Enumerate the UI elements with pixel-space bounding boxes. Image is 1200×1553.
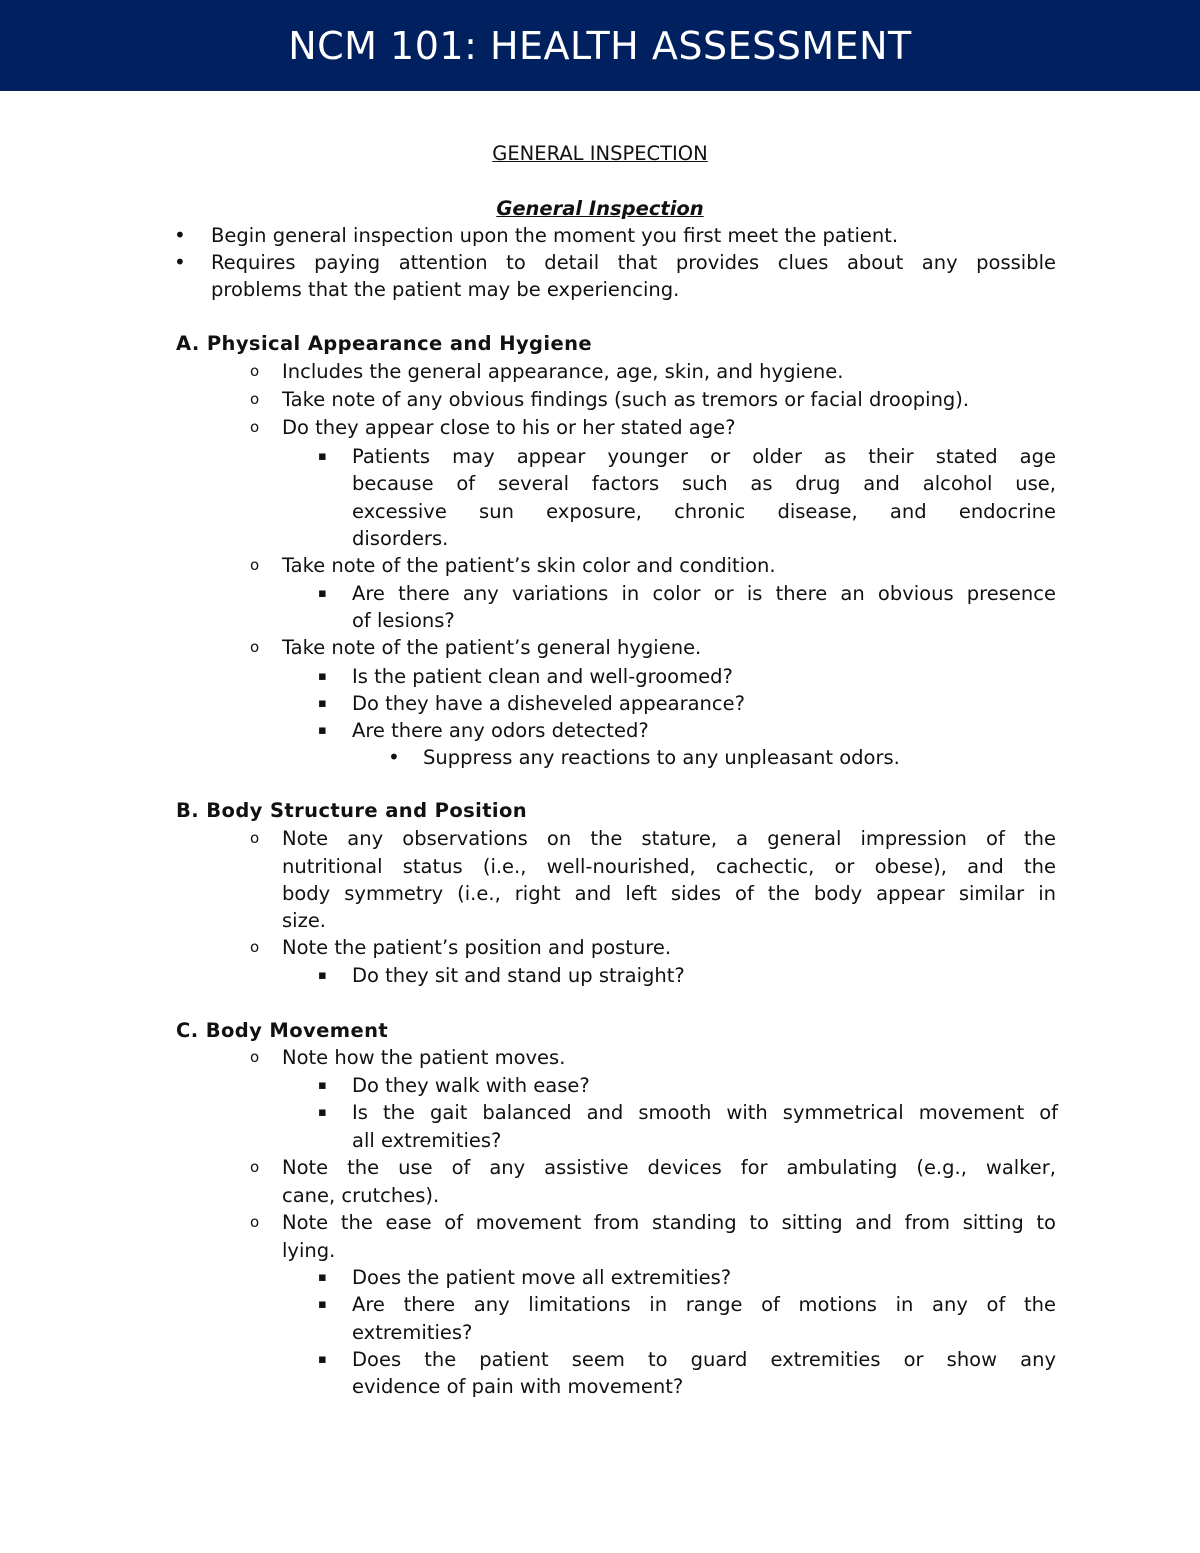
section-a-subitem: Are there any odors detected? bbox=[352, 719, 649, 742]
circle-marker: o bbox=[250, 1048, 260, 1066]
section-c-subitem: Are there any limitations in range of motions in any of the bbox=[352, 1293, 1056, 1316]
section-a-subitem-cont: disorders. bbox=[352, 527, 449, 550]
page-title: GENERAL INSPECTION bbox=[492, 142, 708, 165]
square-marker: ▪ bbox=[318, 1352, 327, 1367]
section-c-item: Note how the patient moves. bbox=[282, 1046, 566, 1069]
section-a-subitem: Do they have a disheveled appearance? bbox=[352, 692, 745, 715]
bullet-marker: • bbox=[174, 250, 186, 274]
section-b-heading: B. Body Structure and Position bbox=[176, 799, 528, 822]
section-c-item: Note the use of any assistive devices for ambulating (e.g., walker, bbox=[282, 1156, 1056, 1179]
section-c-item: Note the ease of movement from standing to sitting and from sitting to bbox=[282, 1211, 1056, 1234]
section-c-item-cont: lying. bbox=[282, 1239, 336, 1262]
section-a-heading: A. Physical Appearance and Hygiene bbox=[176, 332, 593, 355]
square-marker: ▪ bbox=[318, 1297, 327, 1312]
section-b-item-cont: body symmetry (i.e., right and left sides of the body appear similar in bbox=[282, 882, 1056, 905]
section-c-subitem-cont: evidence of pain with movement? bbox=[352, 1375, 684, 1398]
intro-heading: General Inspection bbox=[496, 197, 704, 220]
circle-marker: o bbox=[250, 938, 260, 956]
section-c-subitem: Does the patient seem to guard extremities or show any bbox=[352, 1348, 1056, 1371]
section-c-subitem-cont: extremities? bbox=[352, 1321, 473, 1344]
square-marker: ▪ bbox=[318, 449, 327, 464]
section-a-item: Take note of any obvious findings (such as tremors or facial drooping). bbox=[282, 388, 970, 411]
section-b-item: Note the patient’s position and posture. bbox=[282, 936, 672, 959]
section-a-subitem: Is the patient clean and well-groomed? bbox=[352, 665, 733, 688]
section-a-item: Take note of the patient’s general hygiene. bbox=[282, 636, 702, 659]
circle-marker: o bbox=[250, 829, 260, 847]
header-banner bbox=[0, 0, 1200, 91]
circle-marker: o bbox=[250, 362, 260, 380]
section-a-item: Do they appear close to his or her stated age? bbox=[282, 416, 736, 439]
section-a-subitem-cont: of lesions? bbox=[352, 609, 455, 632]
section-a-item: Take note of the patient’s skin color and condition. bbox=[282, 554, 776, 577]
section-a-subitem: Are there any variations in color or is there an obvious presence bbox=[352, 582, 1056, 605]
section-b-item: Note any observations on the stature, a general impression of the bbox=[282, 827, 1056, 850]
circle-marker: o bbox=[250, 1213, 260, 1231]
circle-marker: o bbox=[250, 556, 260, 574]
square-marker: ▪ bbox=[318, 586, 327, 601]
section-b-item-cont: nutritional status (i.e., well-nourished, cachectic, or obese), and the bbox=[282, 855, 1056, 878]
square-marker: ▪ bbox=[318, 1078, 327, 1093]
section-c-item-cont: cane, crutches). bbox=[282, 1184, 440, 1207]
section-a-item: Includes the general appearance, age, skin, and hygiene. bbox=[282, 360, 844, 383]
section-b-item-cont: size. bbox=[282, 909, 327, 932]
header-title: NCM 101: HEALTH ASSESSMENT bbox=[288, 23, 912, 68]
section-a-subitem-cont: excessive sun exposure, chronic disease, and endocrine bbox=[352, 500, 1056, 523]
square-marker: ▪ bbox=[318, 696, 327, 711]
square-marker: ▪ bbox=[318, 1270, 327, 1285]
circle-marker: o bbox=[250, 418, 260, 436]
square-marker: ▪ bbox=[318, 723, 327, 738]
circle-marker: o bbox=[250, 638, 260, 656]
intro-bullet-2: Requires paying attention to detail that provides clues about any possible bbox=[211, 251, 1056, 274]
intro-bullet-2-cont: problems that the patient may be experiencing. bbox=[211, 278, 680, 301]
square-marker: ▪ bbox=[318, 669, 327, 684]
section-a-subitem: Patients may appear younger or older as their stated age bbox=[352, 445, 1056, 468]
section-c-subitem: Do they walk with ease? bbox=[352, 1074, 590, 1097]
square-marker: ▪ bbox=[318, 968, 327, 983]
section-c-subitem: Does the patient move all extremities? bbox=[352, 1266, 732, 1289]
intro-bullet-1: Begin general inspection upon the moment you first meet the patient. bbox=[211, 224, 899, 247]
circle-marker: o bbox=[250, 1158, 260, 1176]
bullet-marker: • bbox=[388, 745, 400, 769]
circle-marker: o bbox=[250, 390, 260, 408]
section-c-subitem-cont: all extremities? bbox=[352, 1129, 502, 1152]
bullet-marker: • bbox=[174, 223, 186, 247]
square-marker: ▪ bbox=[318, 1105, 327, 1120]
section-a-subsubitem: Suppress any reactions to any unpleasant odors. bbox=[423, 746, 900, 769]
section-b-subitem: Do they sit and stand up straight? bbox=[352, 964, 685, 987]
section-a-subitem-cont: because of several factors such as drug and alcohol use, bbox=[352, 472, 1056, 495]
section-c-heading: C. Body Movement bbox=[176, 1019, 389, 1042]
section-c-subitem: Is the gait balanced and smooth with symmetrical movement of bbox=[352, 1101, 1058, 1124]
